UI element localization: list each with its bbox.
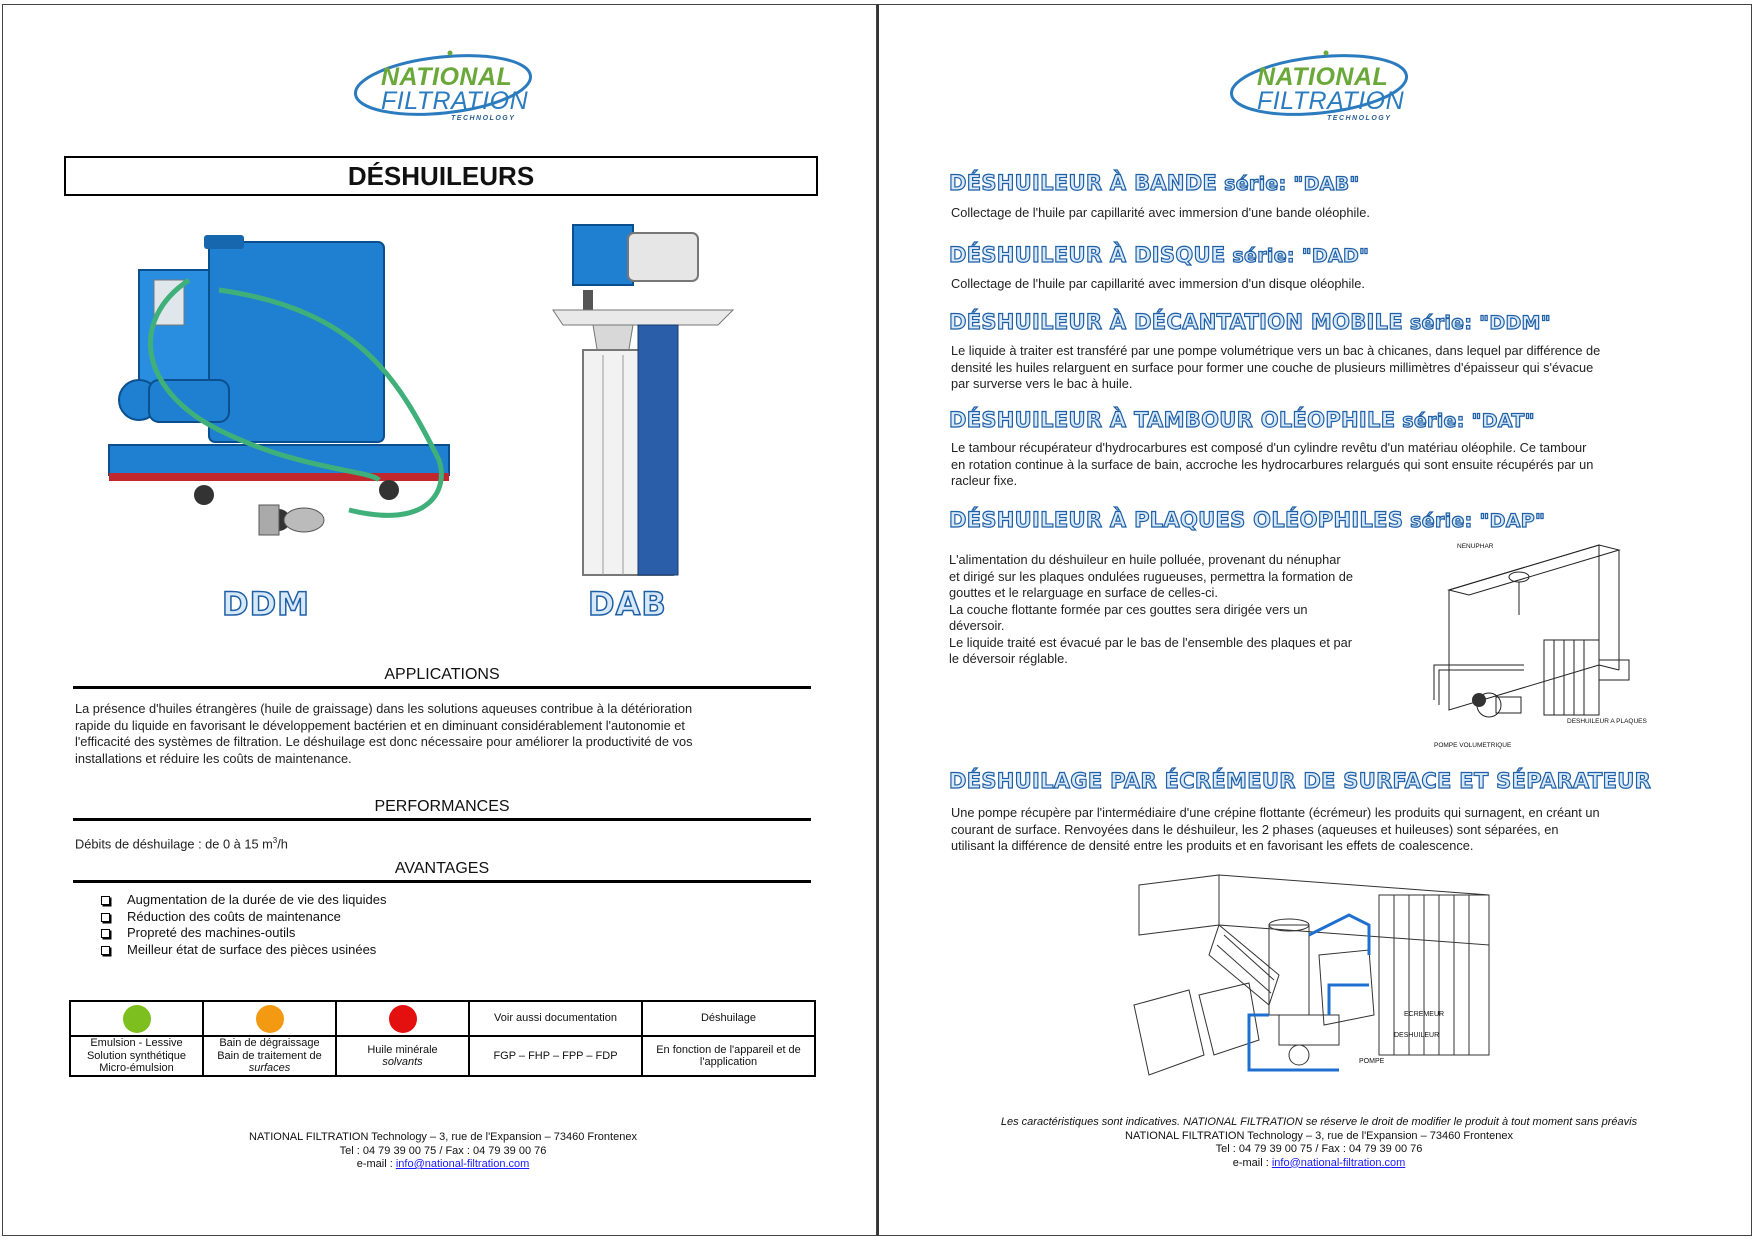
applications-heading: APPLICATIONS — [73, 666, 811, 689]
table-cell-line: Huile minérale — [367, 1043, 438, 1056]
section-heading-dad — [949, 243, 1369, 267]
green-status-dot-icon — [123, 1005, 151, 1033]
section-line: Le liquide à traiter est transféré par une pompe volumétrique vers un bac à chicanes, dans lequel par différence de — [951, 343, 1601, 358]
footer-address: NATIONAL FILTRATION Technology – 3, rue de l'Expansion – 73460 Frontenex — [1125, 1129, 1513, 1142]
performances-text — [75, 833, 288, 853]
table-cell-line: Micro-émulsion — [99, 1062, 174, 1075]
table-header-voir: Voir aussi documentation — [469, 1001, 642, 1036]
performances-sup: 3 — [272, 836, 278, 845]
section-line: déversoir. — [949, 618, 1005, 633]
dab-unit-photo — [543, 215, 743, 585]
logo-line1: NATIONAL — [1257, 63, 1389, 91]
dap-plate-separator-diagram — [1424, 535, 1654, 750]
section-serie: série: "DAP" — [1403, 510, 1546, 532]
performances-value: Débits de déshuilage : de 0 à 15 m — [75, 836, 273, 852]
email-link[interactable]: info@national-filtration.com — [1271, 1156, 1406, 1169]
table-cell-line: surfaces — [248, 1062, 291, 1075]
ecremeur-separator-diagram — [1129, 865, 1519, 1095]
section-line: par surverse vers le bac à huile. — [951, 376, 1133, 391]
diagram-label-pompe-volumetrique: POMPE VOLUMETRIQUE — [1434, 742, 1512, 749]
table-header-deshuilage: Déshuilage — [642, 1001, 815, 1036]
table-cell — [642, 1036, 815, 1076]
section-text-ecremeur — [951, 805, 1600, 855]
section-line: courant de surface. Renvoyées dans le déshuileur, les 2 phases (aqueuses et huileuses) sont séparées, en — [951, 821, 1559, 837]
section-title: DÉSHUILAGE PAR ÉCRÉMEUR DE SURFACE ET SÉPARATEUR — [949, 769, 1652, 793]
page-title: DÉSHUILEURS — [64, 156, 818, 196]
avantages-list — [101, 892, 386, 958]
section-serie: série: "DAB" — [1217, 173, 1360, 195]
list-item: Réduction des coûts de maintenance — [101, 909, 386, 926]
diagram-label-plaques: DESHUILEUR A PLAQUES — [1567, 718, 1647, 725]
footer-address: NATIONAL FILTRATION Technology – 3, rue de l'Expansion – 73460 Frontenex — [249, 1131, 637, 1143]
section-heading-ecremeur — [949, 769, 1651, 793]
table-cell-line: En fonction de l'appareil et de — [656, 1043, 801, 1056]
product-label-dab: DAB — [588, 585, 667, 623]
list-item: Propreté des machines-outils — [101, 925, 386, 942]
section-line: Collectage de l'huile par capillarité avec immersion d'une bande oléophile. — [951, 205, 1370, 220]
section-text-dad — [951, 276, 1365, 293]
avantages-heading: AVANTAGES — [73, 860, 811, 883]
table-cell-line: Bain de dégraissage — [219, 1037, 320, 1050]
footer-email-label: e-mail : — [1232, 1156, 1272, 1169]
table-cell-line: solvants — [382, 1056, 423, 1068]
section-line: racleur fixe. — [951, 473, 1018, 488]
diagram-label-deshuileur: DESHUILEUR — [1394, 1032, 1440, 1039]
section-line: gouttes et le relarguage en surface de celles-ci. — [949, 585, 1218, 600]
footer-disclaimer: Les caractéristiques sont indicatives. NATIONAL FILTRATION se réserve le droit de modifier le produit à tout moment sans préavis — [1000, 1116, 1638, 1128]
diagram-label-ecremeur: ECREMEUR — [1404, 1011, 1445, 1018]
footer-email-label: e-mail : — [356, 1158, 396, 1170]
red-status-dot-icon — [389, 1005, 417, 1033]
section-line: le déversoir réglable. — [949, 651, 1068, 666]
section-serie: série: "DAT" — [1395, 410, 1535, 432]
section-line: utilisant la différence de densité entre les produits et en favorisant les effets de coalescence. — [951, 838, 1474, 853]
section-line: densité les huiles relarguent en surface pour former une couche de plusieurs millimètres d'épaisseur qui s'évacue — [951, 359, 1594, 375]
table-cell — [70, 1036, 203, 1076]
section-title: DÉSHUILEUR À DISQUE — [949, 243, 1226, 267]
section-text-ddm — [951, 343, 1600, 393]
logo-line2: FILTRATION — [1257, 87, 1405, 115]
product-label-ddm: DDM — [222, 585, 310, 623]
table-cell-line: l'application — [699, 1056, 758, 1068]
fluid-compatibility-table — [69, 1000, 816, 1077]
right-footer — [909, 1116, 1729, 1170]
section-line: L'alimentation du déshuileur en huile polluée, provenant du nénuphar — [949, 552, 1341, 567]
national-filtration-logo — [1227, 49, 1417, 129]
section-line: Le tambour récupérateur d'hydrocarbures est composé d'un cylindre revêtu d'un matériau oléophile. Ce tambour — [951, 440, 1587, 455]
section-heading-dab — [949, 171, 1360, 195]
footer-email-line — [43, 1158, 843, 1172]
section-heading-ddm — [949, 310, 1551, 334]
section-text-dat — [951, 440, 1593, 490]
footer-phone: Tel : 04 79 39 00 75 / Fax : 04 79 39 00 76 — [339, 1144, 547, 1157]
applications-line: l'efficacité des systèmes de filtration. Le déshuilage est donc nécessaire pour améliorer la productivité de vos — [75, 734, 693, 749]
performances-unit: /h — [277, 836, 288, 852]
email-link[interactable]: info@national-filtration.com — [395, 1158, 530, 1170]
orange-status-dot-icon — [256, 1005, 284, 1033]
section-heading-dap — [949, 508, 1545, 532]
table-cell-line: Solution synthétique — [86, 1049, 187, 1062]
table-cell — [203, 1036, 336, 1076]
section-serie: série: "DDM" — [1402, 312, 1551, 334]
table-cell — [70, 1001, 203, 1036]
section-heading-dat — [949, 408, 1535, 432]
applications-text — [75, 701, 815, 767]
right-page — [877, 4, 1752, 1236]
section-line: Une pompe récupère par l'intermédiaire d'une crépine flottante (écrémeur) les produits qui surnagent, en créant un — [951, 805, 1600, 820]
footer-phone: Tel : 04 79 39 00 75 / Fax : 04 79 39 00 76 — [1215, 1143, 1423, 1155]
logo-line2: FILTRATION — [381, 87, 529, 115]
list-item: Augmentation de la durée de vie des liquides — [101, 892, 386, 909]
logo-line1: NATIONAL — [381, 63, 513, 91]
section-serie: série: "DAD" — [1225, 245, 1370, 267]
section-text-dap — [949, 552, 1353, 668]
diagram-label-nenuphar: NENUPHAR — [1457, 543, 1494, 550]
logo-line3: TECHNOLOGY — [451, 115, 516, 122]
section-title: DÉSHUILEUR À TAMBOUR OLÉOPHILE — [949, 408, 1396, 432]
section-title: DÉSHUILEUR À DÉCANTATION MOBILE — [949, 310, 1403, 334]
table-cell — [203, 1001, 336, 1036]
ddm-unit-photo — [99, 230, 459, 550]
section-title: DÉSHUILEUR À PLAQUES OLÉOPHILES — [949, 508, 1404, 532]
applications-line: rapide du liquide en favorisant le développement bactérien et en diminuant considérablement l'autonomie et — [75, 717, 685, 733]
section-line: La couche flottante formée par ces gouttes sera dirigée vers un — [949, 601, 1308, 617]
section-title: DÉSHUILEUR À BANDE — [949, 171, 1218, 195]
table-cell — [336, 1036, 469, 1076]
section-line: et dirigé sur les plaques ondulées rugueuses, permettra la formation de — [949, 568, 1354, 584]
left-page — [2, 4, 877, 1236]
applications-line: La présence d'huiles étrangères (huile de graissage) dans les solutions aqueuses contribue à la détérioration — [75, 701, 693, 716]
table-cell — [336, 1001, 469, 1036]
left-footer — [43, 1131, 843, 1172]
applications-line: installations et réduire les coûts de maintenance. — [75, 750, 352, 766]
footer-email-line — [909, 1157, 1729, 1171]
section-line: Collectage de l'huile par capillarité avec immersion d'un disque oléophile. — [951, 276, 1365, 291]
section-text-dab — [951, 205, 1370, 222]
section-line: en rotation continue à la surface de bain, accroche les hydrocarbures relargués qui sont ensuite récupérés par un — [951, 456, 1594, 472]
diagram-label-pompe: POMPE — [1359, 1058, 1385, 1065]
performances-heading: PERFORMANCES — [73, 798, 811, 821]
table-cell: FGP – FHP – FPP – FDP — [469, 1036, 642, 1076]
logo-line3: TECHNOLOGY — [1327, 115, 1392, 122]
section-line: Le liquide traité est évacué par le bas de l'ensemble des plaques et par — [949, 634, 1352, 650]
list-item: Meilleur état de surface des pièces usinées — [101, 942, 386, 959]
table-cell-line: Emulsion - Lessive — [90, 1037, 183, 1050]
table-cell-line: Bain de traitement de — [217, 1049, 322, 1062]
national-filtration-logo — [351, 49, 541, 129]
